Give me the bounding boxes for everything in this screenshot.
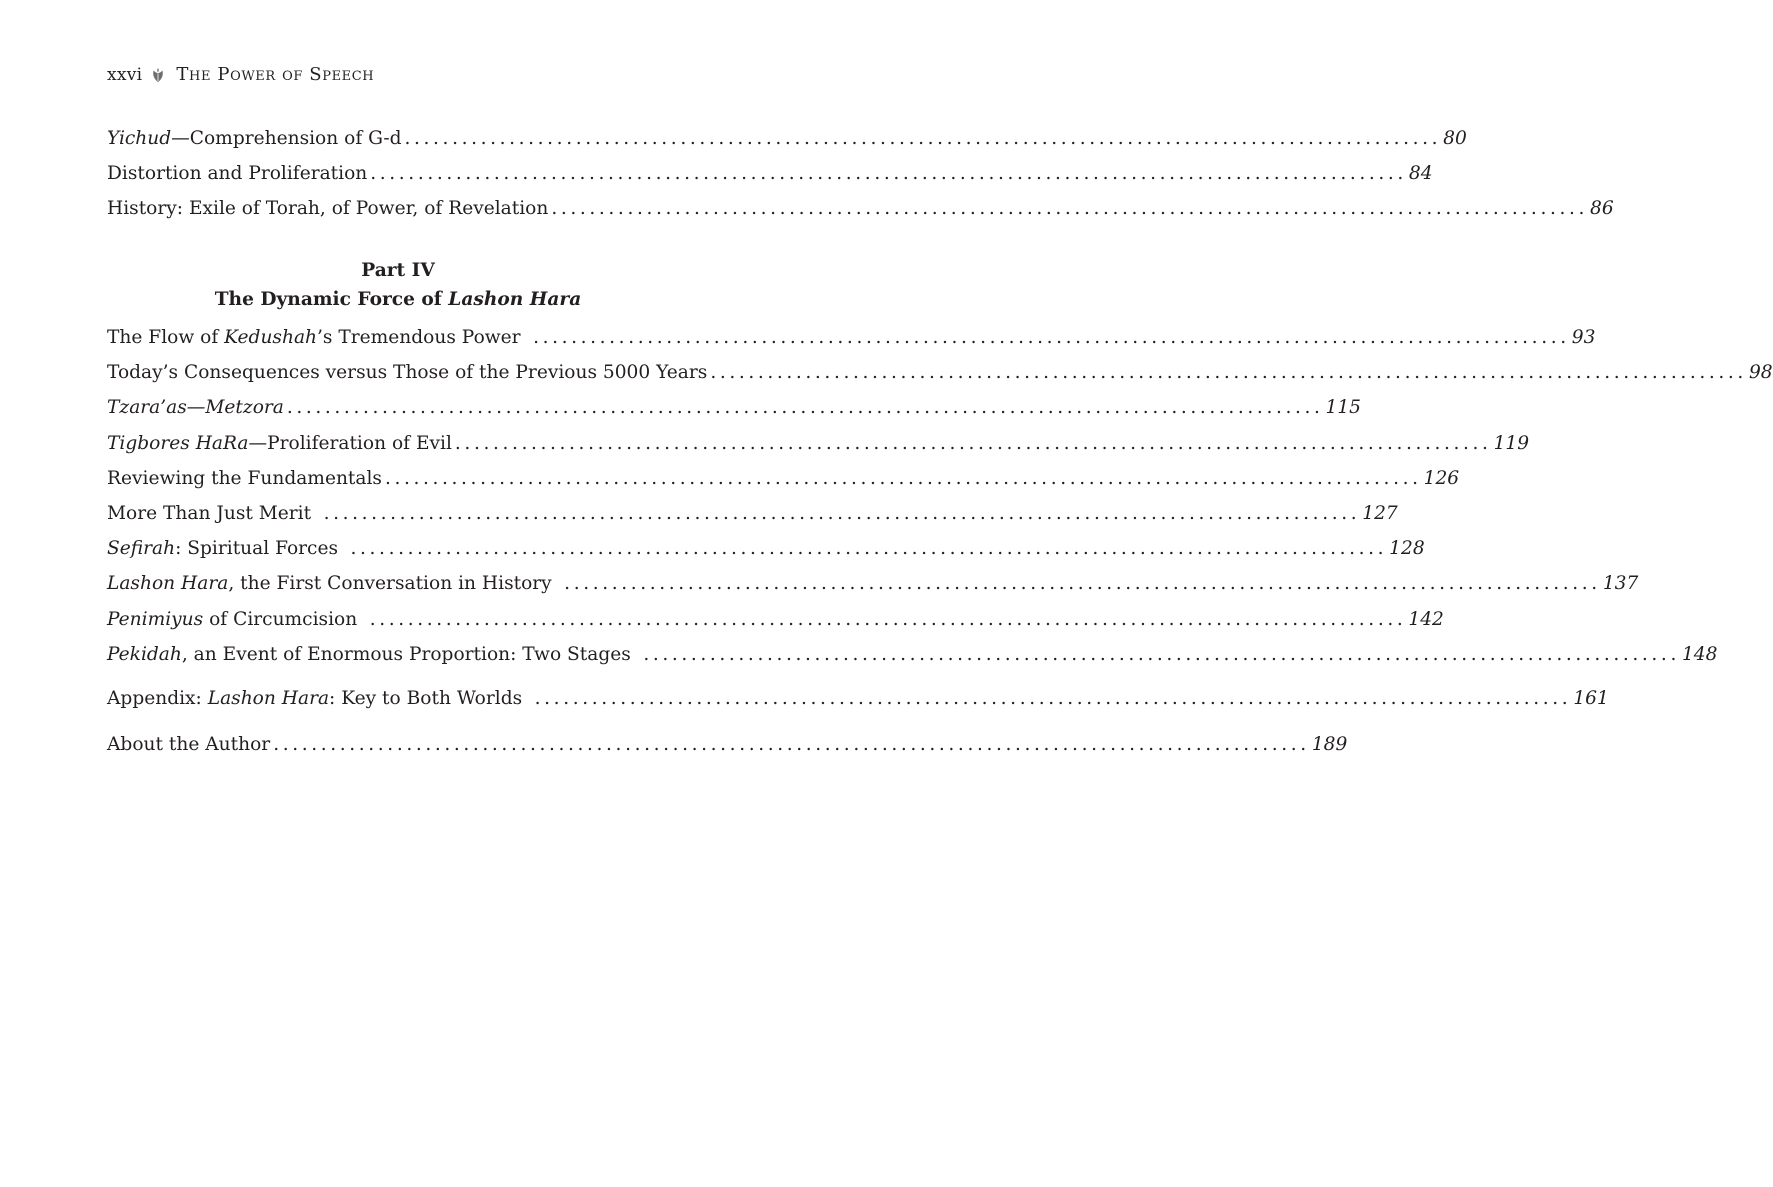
toc-section-top: [107, 121, 1614, 227]
toc-entry-title: Appendix: Lashon Hara: Key to Both Worlds: [107, 688, 523, 709]
part-heading: [107, 257, 689, 314]
toc-entry-title: Tzara’as—Metzora: [107, 397, 284, 419]
toc-page-number: 128: [1389, 538, 1425, 560]
toc-entry-title: Pekidah, an Event of Enormous Proportion: Two Stages: [107, 643, 631, 665]
dot-leader: .............................................................................................................: [341, 538, 1388, 560]
toc-entry[interactable]: [107, 156, 1433, 191]
toc-page-number: 189: [1311, 734, 1348, 755]
toc-page-number: 127: [1362, 502, 1398, 524]
toc-page-number: 126: [1423, 467, 1460, 489]
toc-entry-appendix[interactable]: [107, 681, 1609, 716]
toc-page-number: 84: [1408, 163, 1433, 185]
running-head-title: The Power of Speech: [176, 64, 375, 85]
part-subtitle: The Dynamic Force of Lashon Hara: [214, 288, 582, 310]
toc-entry[interactable]: [107, 637, 1718, 672]
toc-entry-title: Reviewing the Fundamentals: [107, 467, 382, 489]
toc-entry-title: Yichud—Comprehension of G-d: [107, 128, 402, 149]
leaf-ornament-icon: [151, 67, 165, 83]
dot-leader: .............................................................................................................: [404, 128, 1442, 149]
dot-leader: .............................................................................................................: [710, 362, 1747, 384]
toc-entry-title: History: Exile of Torah, of Power, of Revelation: [107, 198, 549, 220]
dot-leader: .............................................................................................................: [551, 198, 1588, 220]
toc-entry[interactable]: [107, 602, 1444, 637]
running-head: [107, 64, 374, 85]
toc-entry[interactable]: [107, 355, 1773, 390]
toc-entry-title: About the Author: [107, 734, 271, 755]
toc-entry-title: The Flow of Kedushah’s Tremendous Power: [107, 327, 521, 348]
toc-entry[interactable]: [107, 461, 1460, 496]
toc-entry[interactable]: [107, 191, 1614, 226]
toc-entry[interactable]: [107, 121, 1467, 156]
dot-leader: .............................................................................................................: [286, 397, 1324, 419]
toc-entry[interactable]: [107, 531, 1425, 566]
dot-leader: .............................................................................................................: [384, 467, 1422, 489]
toc-section-appendix: [107, 681, 1609, 716]
part-label: Part IV: [361, 260, 435, 281]
page-folio: xxvi: [107, 64, 143, 85]
toc-entry-title: Tigbores HaRa—Proliferation of Evil: [107, 432, 452, 454]
toc-entry[interactable]: [107, 320, 1596, 355]
dot-leader: .............................................................................................................: [523, 327, 1570, 348]
toc-entry-title: Distortion and Proliferation: [107, 163, 368, 185]
toc-page-number: 80: [1443, 128, 1467, 149]
toc-page-number: 119: [1493, 432, 1530, 454]
toc-entry[interactable]: [107, 496, 1398, 531]
toc-page-number: 93: [1571, 327, 1596, 348]
toc-page-number: 161: [1573, 688, 1609, 709]
toc-section-part-iv: [107, 320, 1773, 672]
dot-leader: .............................................................................................................: [273, 734, 1310, 755]
dot-leader: .............................................................................................................: [554, 573, 1601, 595]
dot-leader: .............................................................................................................: [370, 163, 1407, 185]
toc-entry[interactable]: [107, 566, 1639, 601]
toc-page-number: 137: [1602, 573, 1639, 595]
dot-leader: .............................................................................................................: [360, 608, 1407, 630]
toc-page-number: 142: [1408, 608, 1444, 630]
toc-entry-about[interactable]: [107, 727, 1348, 762]
toc-entry-title: More Than Just Merit: [107, 502, 312, 524]
toc-entry-title: Penimiyus of Circumcision: [107, 608, 358, 630]
toc-page-number: 98: [1748, 362, 1773, 384]
dot-leader: .............................................................................................................: [454, 432, 1492, 454]
toc-page-number: 86: [1590, 198, 1614, 220]
toc-page-number: 115: [1325, 397, 1362, 419]
toc-section-about: [107, 727, 1348, 762]
dot-leader: .............................................................................................................: [525, 688, 1572, 709]
toc-entry-title: Sefirah: Spiritual Forces: [107, 538, 339, 560]
toc-entry-title: Today’s Consequences versus Those of the Previous 5000 Years: [107, 362, 708, 384]
toc-entry[interactable]: [107, 426, 1530, 461]
toc-entry[interactable]: [107, 390, 1362, 425]
toc-entry-title: Lashon Hara, the First Conversation in History: [107, 573, 552, 595]
dot-leader: .............................................................................................................: [633, 643, 1680, 665]
dot-leader: .............................................................................................................: [314, 502, 1361, 524]
toc-page-number: 148: [1681, 643, 1718, 665]
